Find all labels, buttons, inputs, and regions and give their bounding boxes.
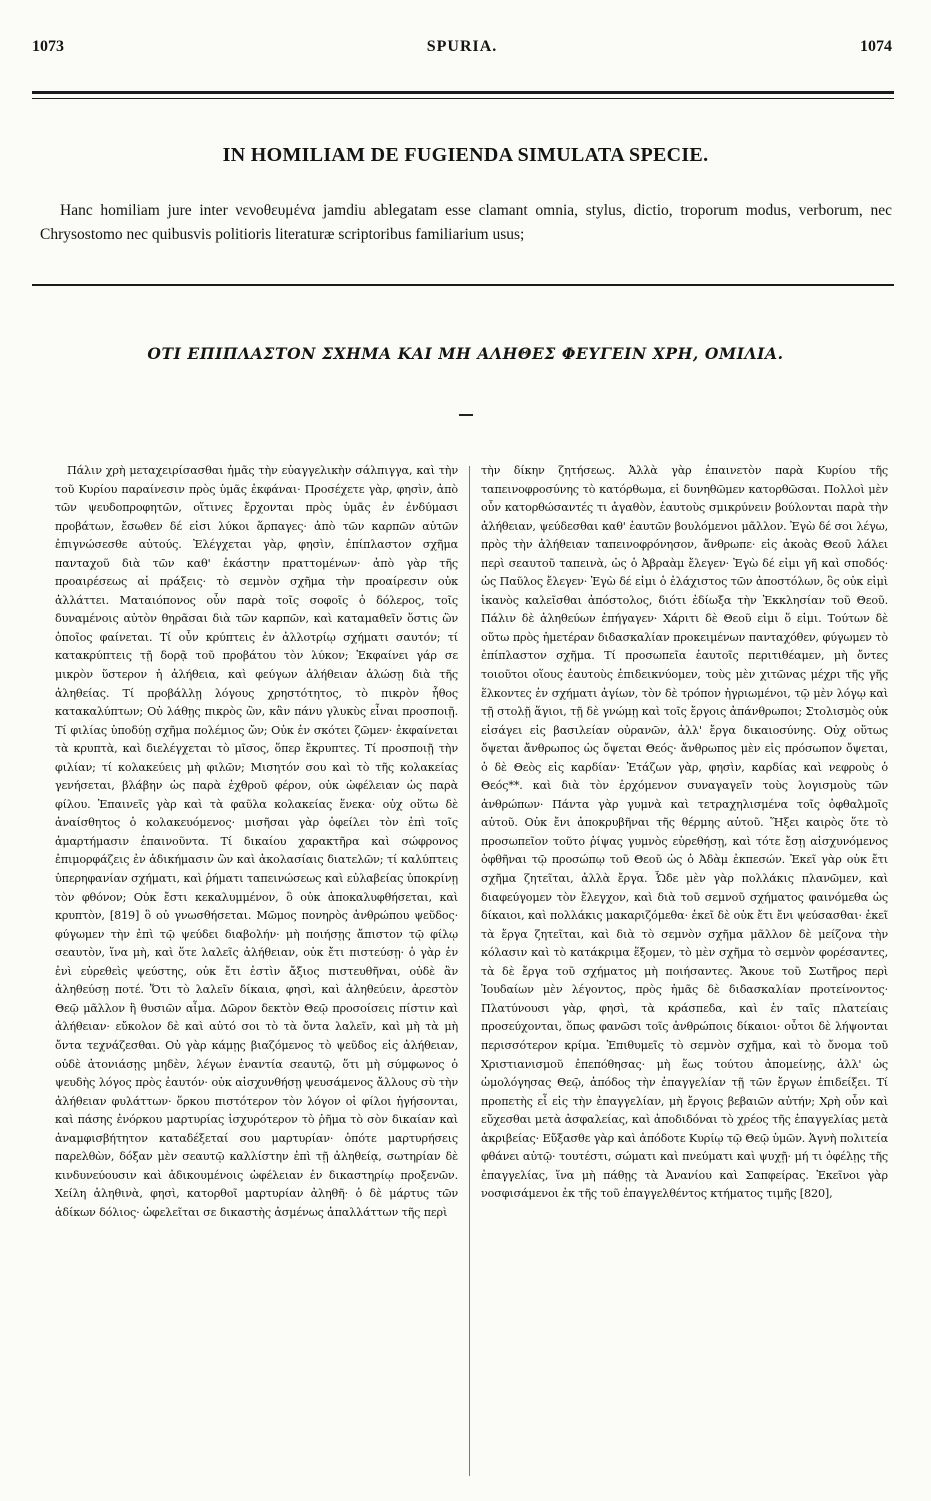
column-divider [469,466,470,1476]
separator-dash [459,414,473,416]
column-left-text: Πάλιν χρὴ μεταχειρίσασθαι ἡμᾶς τὴν εὐαγγελικὴν σάλπιγγα, καὶ τὴν τοῦ Κυρίου παραίνεσιν πρὸς ὑμᾶς ἐκφάναι· Προσέχετε γὰρ, φησὶν, ἀπὸ τῶν ψευδοπροφητῶν, οἵτινες ἔρχονται πρὸς ὑμᾶς ἐν ἐνδύμασι προβάτων, ἔσωθεν δέ εἰσι λύκοι ἅρπαγες· ἀπὸ τῶν καρπῶν αὐτῶν ἐπιγνώσεσθε αὐτούς. Ἐλέγχεται γὰρ, φησὶν, ἐπίπλαστον σχῆμα πανταχοῦ διὰ τῶν καθ' ἑκάστην πραττομένων· ἀπὸ γὰρ τῆς προαιρέσεως αἱ πράξεις· τὸ σεμνὸν σχῆμα τὴν προαίρεσιν οὐκ ἀλλάττει. Ματαιόπονος οὖν παρὰ τοῖς σοφοῖς ὁ δόλερος, τοῖς δυναμένοις αὐτὸν θηρᾶσαι διὰ τῶν καρπῶν, καὶ καταμαθεῖν ὅστις ὢν ὁποῖος φαίνεται. Τί οὖν κρύπτεις ἐν ἀλλοτρίῳ σχήματι σαυτόν; τί κατακρύπτεις τῇ δορᾷ τοῦ προβάτου τὸν λύκον; Ἐκφαίνει γάρ σε μικρὸν ὕστερον ἡ ἀλήθεια, καὶ φεύγων ἀλήθειαν ἁλώσῃ διὰ τῆς ἀληθείας. Τί προβάλλῃ λόγους χρηστότητος, τὸ πικρὸν ἦθος κατακαλύπτων; Οὐ λάθῃς πικρὸς ὢν, κἂν πάνυ γλυκὺς εἶναι προσποιῇ. Τί φιλίας ὑποδύῃ σχῆμα πολέμιος ὤν; Οὐκ ἐν σκότει ζῶμεν· ἐκφαίνεται τὰ κρυπτὰ, καὶ διελέγχεται τὸ μῖσος, ὅπερ ἔκρυπτες. Τί προσποιῇ τὴν φιλίαν; τί κολακεύεις μὴ φιλῶν; Μισητόν σου καὶ τὸ τῆς κολακείας γενήσεται, βλάβην ὡς παρὰ ἐχθροῦ φέρον, οὐκ ὠφέλειαν ὡς παρὰ φίλου. Ἐπαινεῖς γὰρ καὶ τὰ φαῦλα κολακείας ἕνεκα· οὐχ οὕτω δὲ ἀναίσθητος ὁ κολακευόμενος· μισῆσαι γὰρ ὀφείλει τὸν ἐπὶ τοῖς ἁμαρτήμασιν ἐπαινοῦντα. Τί δικαίου χαρακτῆρα καὶ σώφρονος ἐπιμορφάζεις ἐν ἀδικήμασιν ὢν καὶ ἀκολασίαις διατελῶν; τί καλύπτεις ὑπερηφανίαν σχήματι, καὶ ῥήματι ταπεινώσεως καὶ εὐλαβείας ὑποκρίνῃ τὸν φθόνον; Οὐκ ἔστι κεκαλυμμένον, ὃ οὐκ ἀποκαλυφθήσεται, καὶ κρυπτὸν, [819] ὃ οὐ γνωσθήσεται. Μῶμος πονηρὸς ἀνθρώπου ψεῦδος· φύγωμεν τὴν ἐπὶ τῷ ψεύδει διαβολήν· μὴ ποιήσῃς ἄπιστον τῷ φίλῳ σεαυτὸν, ἵνα μὴ, καὶ ὅτε λαλεῖς ἀλήθειαν, οὐκ ἔτι πιστεύσῃ· ὁ γὰρ ἐν ἑνὶ εὑρεθεὶς ψεύστης, οὐκ ἔτι ἐστὶν ἄξιος πιστευθῆναι, οὐδὲ ἂν ἀληθεύσῃ ποτέ. Ὅτι τὸ λαλεῖν δίκαια, φησὶ, καὶ ἀληθεύειν, ἀρεστὸν Θεῷ μᾶλλον ἢ θυσιῶν αἷμα. Δῶρον δεκτὸν Θεῷ προσοίσεις πίστιν καὶ ἀλήθειαν· εὔκολον δὲ καὶ αὐτό σοι τὸ τὰ ὄντα λαλεῖν, καὶ μὴ τὰ μὴ ὄντα τεχνάζεσθαι. Οὐ γὰρ κάμῃς βιαζόμενος τὸ ψεῦδος εἰς ἀλήθειαν, οὐδὲ ἀτονιάσῃς μηδὲν, λέγων ἐναντία σεαυτῷ, ὅτι μὴ σύμφωνος ὁ ψευδὴς λόγος πρὸς ἑαυτόν· οὐκ αἰσχυνθήσῃ ψευσάμενος ἄλλους σὺ τὴν ἀλήθειαν φυλάττων· ὅρκου πιστότερον τὸν λόγον οἱ φίλοι ἡγήσονται, καὶ πάσης ἐνόρκου μαρτυρίας ἰσχυρότερον τὸ ῥῆμα τὸ σὸν δικαίαν καὶ ἀναμφισβήτητον καταδέξεταί σου μαρτυρίαν· ὁπότε μαρτυρήσεις παρελθὼν, δόξαν μὲν σεαυτῷ καλλίστην ἐπὶ τῇ ἀληθείᾳ, σωτηρίαν δὲ κινδυνεύουσιν καὶ ἀδικουμένοις ὠφέλειαν ἐν δικαστηρίῳ προξενῶν. Χείλη ἀληθινὰ, φησὶ, κατορθοῖ μαρτυρίαν ἀληθῆ· ὁ δὲ μάρτυς τῶν ἀδίκων δόλιος· ὠφελεῖται σε δικαστὴς ἀσμένως ἀπαλλάττων τῆς περὶ [55,464,458,1219]
intro-note [40,199,892,247]
column-right [481,462,888,1482]
section-title: IN HOMILIAM DE FUGIENDA SIMULATA SPECIE. [222,144,709,166]
greek-title: ΟΤΙ ΕΠΙΠΛΑΣΤΟΝ ΣΧΗΜΑ ΚΑΙ ΜΗ ΑΛΗΘΕΣ ΦΕΥΓΕΙΝ ΧΡΗ, ΟΜΙΛΙΑ. [147,344,784,363]
running-header [32,38,892,58]
column-right-text: τὴν δίκην ζητήσεως. Ἀλλὰ γὰρ ἐπαινετὸν παρὰ Κυρίου τῆς ταπεινοφροσύνης τὸ κατόρθωμα, εἰ δυνηθῶμεν κατορθῶσαι. Πολλοὶ μὲν οὖν κατορθώσαντές τι ἀγαθὸν, ἑαυτοὺς σμικρύνειν βούλονται παρὰ τὴν ἀλήθειαν, ψεύδεσθαι καθ' ἑαυτῶν βουλόμενοι μᾶλλον. Ἐγὼ δέ σοι λέγω, πρὸς τὴν ἀλήθειαν ταπεινοφρόνησον, ἄνθρωπε· εἰς ἀκοὰς Θεοῦ λάλει περὶ σεαυτοῦ ταπεινὰ, ὡς ὁ Ἀβραὰμ ἔλεγεν· Ἐγὼ δέ εἰμι γῆ καὶ σποδός· ὡς Παῦλος ἔλεγεν· Ἐγὼ δέ εἰμι ὁ ἐλάχιστος τῶν ἀποστόλων, ὃς οὐκ εἰμὶ ἱκανὸς καλεῖσθαι ἀπόστολος, διότι ἐδίωξα τὴν Ἐκκλησίαν τοῦ Θεοῦ. Πάλιν δὲ ἀληθεύων ἐπήγαγεν· Χάριτι δὲ Θεοῦ εἰμι ὅ εἰμι. Τούτων δὲ οὕτω πρὸς ἡμετέραν διδασκαλίαν προκειμένων πανταχόθεν, φύγωμεν τὸ ἐπίπλαστον σχῆμα. Τί προσωπεῖα ἑαυτοῖς περιτιθέαμεν, μὴ ὄντες τοιοῦτοι οἵους ἑαυτοὺς ἐπιδεικνύομεν, τοὺς μὲν χιτῶνας μέχρι τῆς γῆς ἕλκοντες ἐν σχήματι ἁγίων, τὸν δὲ τρόπον ἠγριωμένοι, τῷ μὲν λόγῳ καὶ τῇ στολῇ ἅγιοι, τῇ δὲ γνώμῃ καὶ τοῖς ἔργοις ἀπάνθρωποι; Στολισμὸς οὐκ εἰσάγει εἰς βασιλείαν οὐρανῶν, ἀλλ' ἔργα δικαιοσύνης. Οὐχ οὕτως ὄψεται ἄνθρωπος ὡς ὄψεται Θεός· ἄνθρωπος μὲν εἰς πρόσωπον ὄψεται, ὁ δὲ Θεὸς εἰς καρδίαν· Ἐτάζων γὰρ, φησὶν, καρδίας καὶ νεφροὺς ὁ Θεός**. καὶ διὰ τὸν ἐρχόμενον συναγαγεῖν τοὺς λογισμοὺς τῶν ἀνθρώπων· Πάντα γὰρ γυμνὰ καὶ τετραχηλισμένα τοῖς ὀφθαλμοῖς αὐτοῦ. Οὐκ ἔνι ἀποκρυβῆναι τῆς θέρμης αὐτοῦ. Ἥξει καιρὸς ὅτε τὸ προσωπεῖον τοῦτο ῥίψας γυμνὸς εὑρεθήσῃ, καὶ τότε ἔσῃ αἰσχυνόμενος ὀφθῆναι τῷ προσώπῳ τοῦ Θεοῦ ὡς ὁ Ἀδὰμ ἐκπεσών. Ἐκεῖ γὰρ οὐκ ἔτι σχῆμα ζητεῖται, ἀλλὰ ἔργα. Ὧδε μὲν γὰρ πολλάκις πλανῶμεν, καὶ διαφεύγομεν τὸν ἔλεγχον, καὶ διὰ τοῦ σεμνοῦ σχήματος φαινόμεθα ὡς δίκαιοι, καὶ πολλάκις μακαριζόμεθα· ἐκεῖ δὲ οὐκ ἔτι ἔνι ψεύσασθαι· ἐκεῖ τὰ ἔργα ζητεῖται, καὶ διὰ τὸ σεμνὸν σχῆμα μᾶλλον δὲ μείζονα τὴν κόλασιν καὶ τὸ κατάκριμα ἕξομεν, τὸ μὲν σχῆμα τὸ σεμνὸν φορέσαντες, τὰ δὲ ἔργα τοῦ σχήματος μὴ ποιήσαντες. Ἄκουε τοῦ Σωτῆρος περὶ Ἰουδαίων μὲν λέγοντος, πρὸς ἡμᾶς δὲ διδασκαλίαν προτείνοντος· Πλατύνουσι γὰρ, φησὶ, τὰ κράσπεδα, καὶ ἐν ταῖς πλατείαις προσεύχονται, ὅπως φανῶσι τοῖς ἀνθρώποις δίκαιοι· οὗτοι δὲ λήψονται περισσότερον κρίμα. Ἐπιθυμεῖς τὸ σεμνὸν σχῆμα, καὶ τὸ ὄνομα τοῦ Χριστιανισμοῦ ἐπεπόθησας· μὴ ἕως τούτου ἀπομείνῃς, ἀλλ' ὡς ὡμολόγησας Θεῷ, ἀπόδος τὴν ἐπαγγελίαν τῇ τῶν ἔργων ἐπιδείξει. Τί προπετὴς εἶ εἰς τὴν ἐπαγγελίαν, μὴ ἔργοις βεβαιῶν αὐτήν; Χρὴ οὖν καὶ εὔχεσθαι μετὰ ἀσφαλείας, καὶ ἀποδιδόναι τὸ χρέος τῆς ἐπαγγελίας μετὰ ἀκριβείας· Εὔξασθε γὰρ καὶ ἀπόδοτε Κυρίῳ τῷ Θεῷ ὑμῶν. Ἁγνὴ πολιτεία φθάνει αὐτῷ· τουτέστι, σώματι καὶ πνεύματι καὶ ψυχῇ· μή τι ὀφέλῃς τῆς ἐπαγγελίας, ἵνα μὴ πάθῃς τὰ Ἀνανίου καὶ Σαπφείρας. Ἐκεῖνοι γὰρ νοσφισάμενοι ἐκ τῆς τοῦ ἐπαγγελθέντος κτήματος τιμῆς [820], [481,464,888,1201]
page-number-right: 1074 [860,38,892,55]
running-title: SPURIA. [426,38,498,55]
intro-paragraph: Hanc homiliam jure inter νενοθευμένα jamdiu ablegatam esse clamant omnia, stylus, dictio, troporum modus, verborum, nec Chrysostomo nec quibusvis politioris literaturæ scriptoribus familiarium usus; [40,202,892,243]
column-left [55,462,458,1482]
page-number-left: 1073 [32,38,64,55]
header-rule-thin [32,98,894,99]
intro-rule [32,284,894,286]
header-rule-thick [32,91,894,94]
